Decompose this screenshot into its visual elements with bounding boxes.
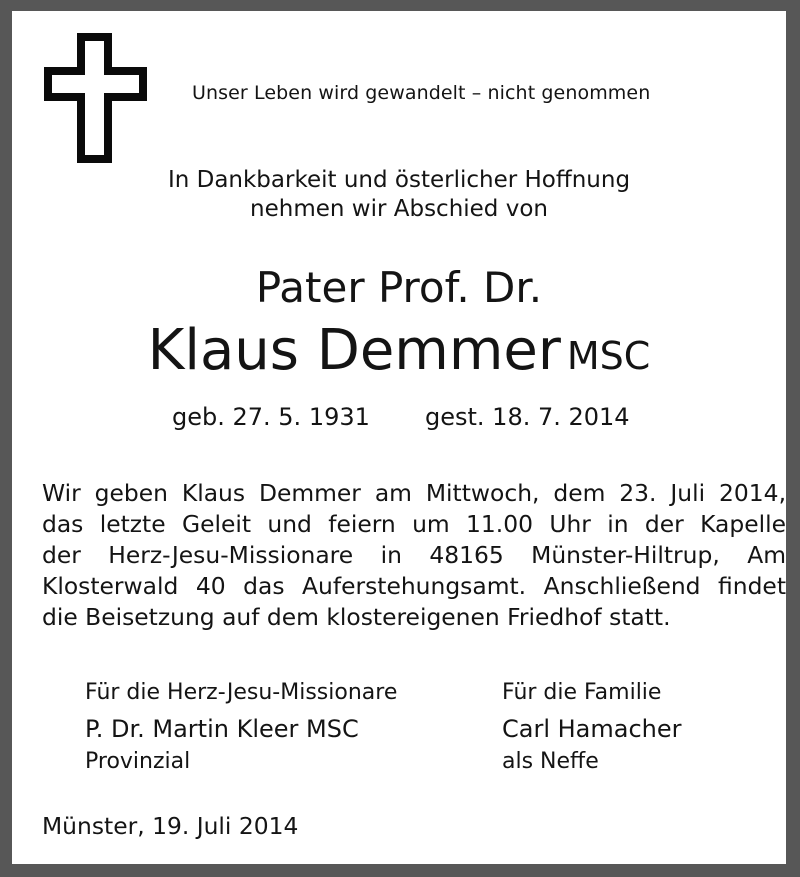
signatory-left-role: Provinzial <box>85 749 191 774</box>
signatory-left-on-behalf: Für die Herz-Jesu-Missionare <box>85 680 398 705</box>
announcement-line: Klosterwald 40 das Auferstehungsamt. Anschließend findet <box>42 572 786 600</box>
death-date: gest. 18. 7. 2014 <box>425 403 630 431</box>
signatory-right-on-behalf: Für die Familie <box>502 680 662 705</box>
motto-text: Unser Leben wird gewandelt – nicht genommen <box>192 82 651 104</box>
intro-line-1: In Dankbarkeit und österlicher Hoffnung <box>167 167 631 193</box>
announcement-line: die Beisetzung auf dem klostereigenen Friedhof statt. <box>42 603 671 631</box>
announcement-line: das letzte Geleit und feiern um 11.00 Uhr in der Kapelle <box>42 510 786 538</box>
obituary-page <box>12 11 786 864</box>
intro-line-2: nehmen wir Abschied von <box>250 196 548 222</box>
birth-date: geb. 27. 5. 1931 <box>172 403 370 431</box>
deceased-name-line <box>12 318 786 383</box>
deceased-name: Klaus Demmer <box>147 318 561 383</box>
deceased-title: Pater Prof. Dr. <box>255 263 543 312</box>
announcement-line: der Herz-Jesu-Missionare in 48165 Münster-Hiltrup, Am <box>42 541 786 569</box>
signatory-right-name: Carl Hamacher <box>502 715 682 743</box>
order-suffix: MSC <box>566 334 651 378</box>
announcement-paragraph <box>42 478 786 633</box>
cross-icon <box>44 33 147 163</box>
place-and-date: Münster, 19. Juli 2014 <box>42 812 299 840</box>
signatory-left-name: P. Dr. Martin Kleer MSC <box>85 715 359 743</box>
signatory-right-role: als Neffe <box>502 749 599 774</box>
announcement-line: Wir geben Klaus Demmer am Mittwoch, dem 23. Juli 2014, <box>42 479 786 507</box>
